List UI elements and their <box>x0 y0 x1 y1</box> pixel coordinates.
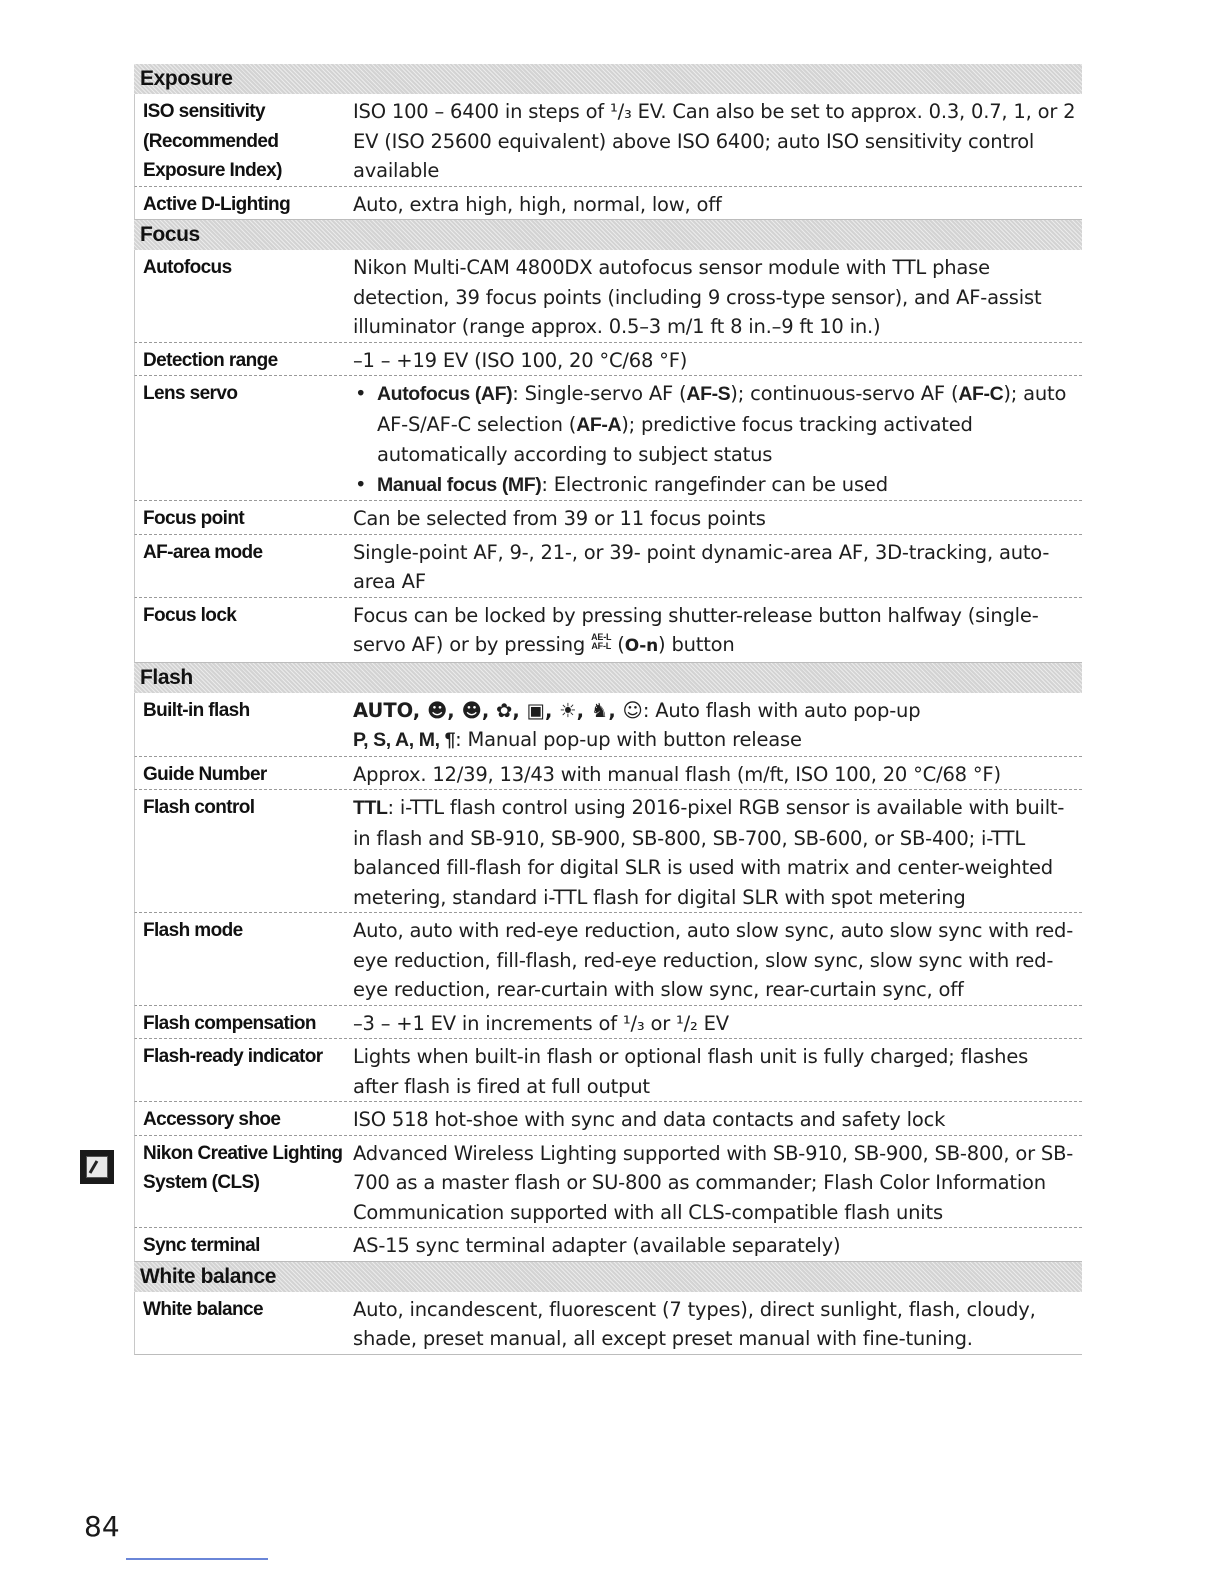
af-text: ); continuous-servo AF ( <box>730 382 959 405</box>
spec-value <box>345 790 1082 912</box>
spec-value: Auto, auto with red-eye reduction, auto slow sync, auto slow sync with red-eye reduction, fill-flash, red-eye reduction, slow sync, slow sync with red-eye reduction, rear-curtain with slow sync, rear-curtain sync, off <box>353 919 1074 1001</box>
section-header-exposure: Exposure <box>134 64 1082 94</box>
spec-label: Accessory shoe <box>143 1109 281 1130</box>
spec-row-accessory-shoe <box>134 1102 1082 1136</box>
spec-label: Focus point <box>143 508 245 529</box>
ttl-term: TTL <box>353 797 388 819</box>
spec-value: ISO 518 hot-shoe with sync and data contacts and safety lock <box>353 1108 946 1131</box>
spec-label: Flash compensation <box>143 1012 316 1034</box>
spec-table <box>134 64 1082 1355</box>
spec-row-flash-mode <box>134 913 1082 1006</box>
af-term: Autofocus (AF) <box>377 383 513 405</box>
spec-value: Single-point AF, 9-, 21-, or 39- point dynamic-area AF, 3D-tracking, auto-area AF <box>353 540 1050 593</box>
spec-value <box>345 598 1082 662</box>
built-in-flash-text: : Auto flash with auto pop-up <box>642 698 921 722</box>
spec-row-cls <box>134 1136 1082 1229</box>
spec-row-flash-control <box>134 790 1082 913</box>
af-text: : Single-servo AF ( <box>512 382 687 405</box>
flash-control-text: : i-TTL flash control using 2016-pixel RGB sensor is available with built-in flash and SB-910, SB-900, SB-800, SB-700, SB-600, or SB-400; i-TTL balanced fill-flash for digital SLR is used with matrix and center-weighted metering, standard i-TTL flash for digital SLR with spot metering <box>353 796 1065 909</box>
section-header-white-balance: White balance <box>134 1262 1082 1292</box>
spec-value: AS-15 sync terminal adapter (available separately) <box>353 1234 841 1257</box>
spec-value: Advanced Wireless Lighting supported with SB-910, SB-900, SB-800, or SB-700 as a master flash or SU-800 as commander; Flash Color Information Communication supported with all CLS-compatible flash units <box>353 1141 1074 1224</box>
spec-row-detection-range <box>134 343 1082 377</box>
spec-row-iso <box>134 94 1082 187</box>
key-icon: O-n <box>624 636 659 656</box>
af-text: ); predictive focus tracking activated automatically according to subject status <box>377 412 973 466</box>
spec-label: Autofocus <box>143 257 232 278</box>
spec-row-focus-lock <box>134 598 1082 663</box>
spec-value: Auto, incandescent, fluorescent (7 types), direct sunlight, flash, cloudy, shade, preset manual, all except preset manual with fine-tuning. <box>353 1297 1036 1350</box>
spec-row-guide-number <box>134 757 1082 791</box>
spec-row-sync-terminal <box>134 1228 1082 1262</box>
section-header-focus: Focus <box>134 220 1082 250</box>
spec-row-flash-compensation <box>134 1006 1082 1040</box>
pencil-note-icon <box>86 1156 108 1178</box>
lens-servo-af-item <box>353 379 1078 470</box>
spec-label: Sync terminal <box>143 1235 260 1256</box>
spec-label: Lens servo <box>143 383 238 404</box>
spec-label: Detection range <box>143 349 278 371</box>
mf-term: Manual focus (MF) <box>377 473 542 496</box>
section-header-flash: Flash <box>134 663 1082 693</box>
lens-servo-mf-item <box>353 470 1078 501</box>
af-text: ); auto AF-S/AF-C selection ( <box>377 382 1067 436</box>
footer-rule <box>126 1558 268 1560</box>
ae-l-glyph-top: AE-L <box>591 632 612 642</box>
spec-row-lens-servo <box>134 376 1082 501</box>
spec-label: Flash-ready indicator <box>143 1046 323 1067</box>
mode-dial-icons: AUTO, ☻, ☻, ✿, ▣, ☀, ♞, ☺ <box>353 698 643 722</box>
spec-value: –3 – +1 EV in increments of ¹/₃ or ¹/₂ EV <box>353 1011 729 1035</box>
focus-lock-text: ) button <box>658 633 735 656</box>
spec-row-flash-ready-indicator <box>134 1039 1082 1102</box>
page-number: 84 <box>84 1510 120 1543</box>
spec-row-autofocus <box>134 250 1082 343</box>
spec-label: Guide Number <box>143 763 267 785</box>
af-a-term: AF-A <box>576 413 622 436</box>
built-in-flash-auto-line <box>353 696 1078 726</box>
spec-row-active-d-lighting <box>134 187 1082 221</box>
spec-value <box>345 376 1082 500</box>
focus-lock-text: Focus can be locked by pressing shutter-release button halfway (single-servo AF) or by pressing <box>353 603 1039 656</box>
spec-row-built-in-flash <box>134 693 1082 757</box>
spec-label: AF-area mode <box>143 541 263 563</box>
built-in-flash-manual-line <box>353 725 1078 756</box>
af-s-term: AF-S <box>686 383 731 405</box>
ae-l-glyph-bottom: AF-L <box>591 641 612 651</box>
focus-lock-text: ( <box>611 633 625 656</box>
spec-value: –1 – +19 EV (ISO 100, 20 °C/68 °F) <box>353 348 688 372</box>
spec-value: Nikon Multi-CAM 4800DX autofocus sensor module with TTL phase detection, 39 focus points (including 9 cross-type sensor), and AF-assist illuminator (range approx. 0.5–3 m/1 ft 8 in.–9 ft 10 in.) <box>353 256 1042 338</box>
spec-row-focus-point <box>134 501 1082 535</box>
reference-section-tab-icon <box>80 1150 114 1184</box>
spec-label: ISO sensitivity (Recommended Exposure Index) <box>143 101 282 181</box>
af-c-term: AF-C <box>958 383 1004 405</box>
spec-label: Built-in flash <box>143 699 250 721</box>
spec-value: Approx. 12/39, 13/43 with manual flash (m/ft, ISO 100, 20 °C/68 °F) <box>353 762 1001 786</box>
lens-servo-list <box>353 379 1078 500</box>
spec-value: Auto, extra high, high, normal, low, off <box>353 192 722 216</box>
spec-label: Flash control <box>143 797 255 818</box>
spec-value <box>345 693 1082 756</box>
spec-label: Focus lock <box>143 604 237 626</box>
spec-value: ISO 100 – 6400 in steps of ¹/₃ EV. Can also be set to approx. 0.3, 0.7, 1, or 2 EV (ISO 25600 equivalent) above ISO 6400; auto ISO sensitivity control available <box>353 100 1076 182</box>
spec-label: Active D-Lighting <box>143 193 291 215</box>
ae-l-af-l-button-icon <box>591 633 611 651</box>
spec-label: Flash mode <box>143 920 243 941</box>
built-in-flash-text: : Manual pop-up with button release <box>455 728 802 751</box>
mode-dial-letters: P, S, A, M, ¶ <box>353 729 456 751</box>
spec-label: White balance <box>143 1298 263 1320</box>
mf-text: : Electronic rangefinder can be used <box>541 472 888 496</box>
spec-value: Can be selected from 39 or 11 focus points <box>353 507 766 530</box>
spec-value: Lights when built-in flash or optional flash unit is fully charged; flashes after flash is fired at full output <box>353 1045 1029 1098</box>
spec-label: Nikon Creative Lighting System (CLS) <box>143 1142 343 1193</box>
spec-row-white-balance <box>134 1292 1082 1355</box>
spec-row-af-area-mode <box>134 535 1082 598</box>
